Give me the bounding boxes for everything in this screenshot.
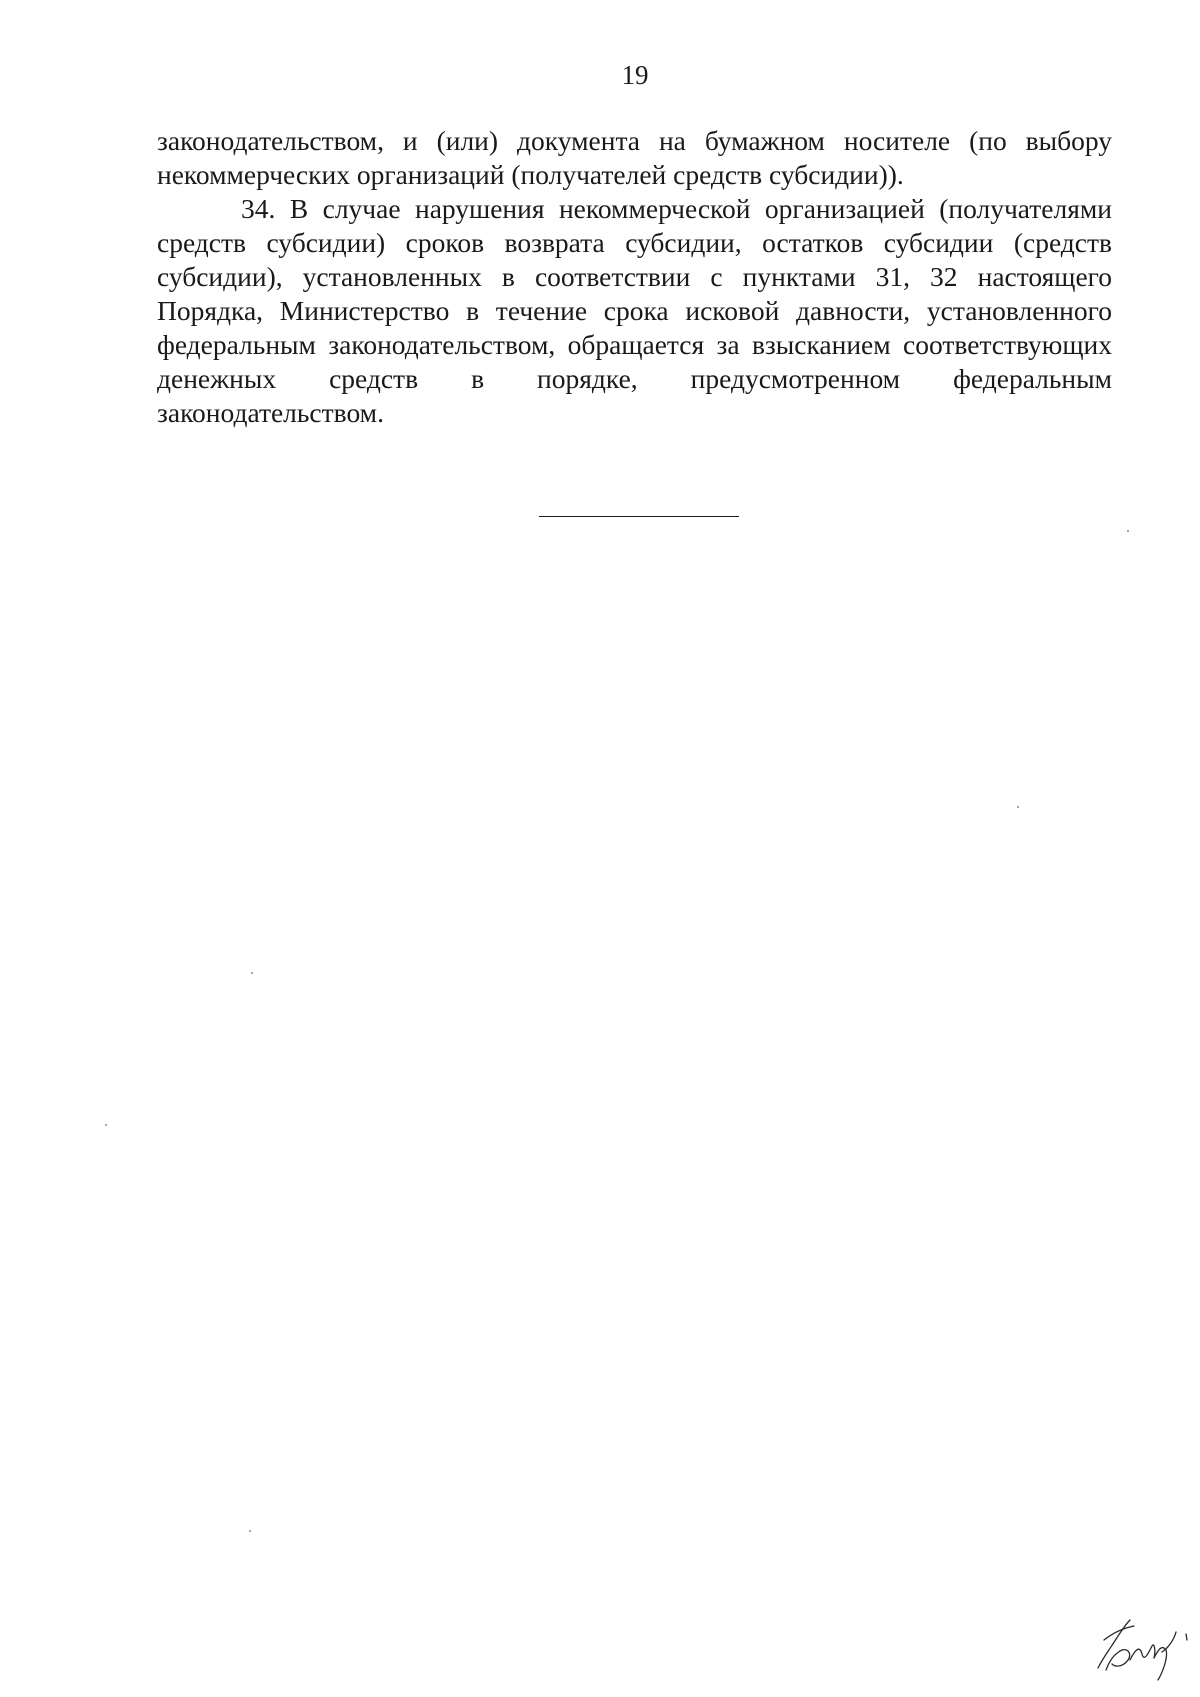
- signature-icon: [1092, 1610, 1196, 1682]
- paragraph-item-34: 34. В случае нарушения некоммерческой организацией (получателями средств субсидии) сроков возврата субсидии, остатков субсидии (средств субсидии), установленных в соответствии с пунктами 31, 32 настоящего Порядка, Министерство в течение срока исковой давности, установленного федеральным законодательством, обращается за взысканием соответствующих денежных средств в порядке, предусмотренном федеральным законодательством.: [157, 193, 1112, 428]
- scan-speck: [1127, 530, 1129, 532]
- scan-speck: [251, 972, 253, 974]
- scan-speck: [1017, 806, 1019, 808]
- scan-speck: [105, 1124, 107, 1126]
- body-text: [157, 124, 1112, 430]
- paragraph-continuation: законодательством, и (или) документа на бумажном носителе (по выбору некоммерческих организаций (получателей средств субсидии)).: [157, 125, 1112, 190]
- page-number: 19: [621, 60, 649, 90]
- end-of-text-rule: [539, 516, 739, 517]
- scan-speck: [249, 1530, 251, 1532]
